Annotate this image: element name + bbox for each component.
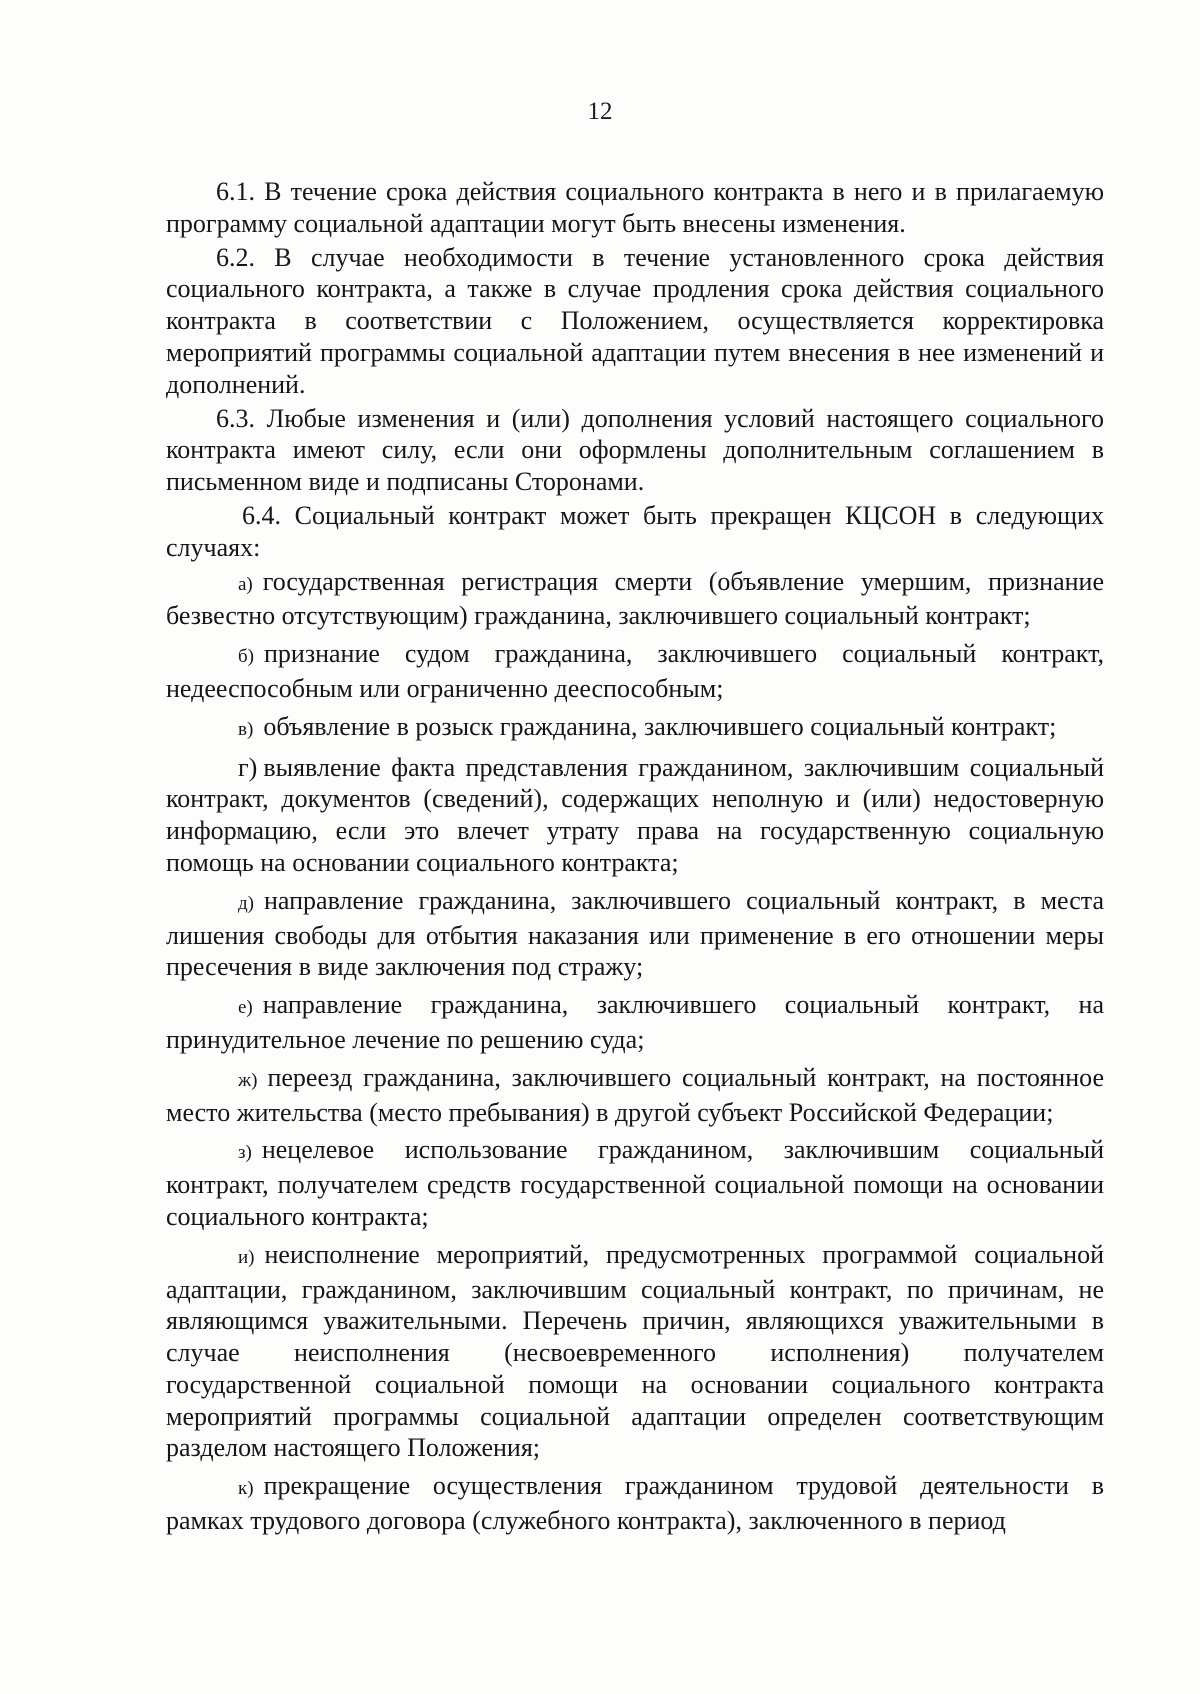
list-item-text: выявление факта представления гражданином, заключившим социальный контракт, документов (сведений), содержащих неполную и (или) недостоверную информацию, если это влечет утрату права на государственную социальную помощь на основании социального контракта; bbox=[166, 752, 1104, 877]
paragraph-6-3: 6.3. Любые изменения и (или) дополнения условий настоящего социального контракта имеют силу, если они оформлены дополнительным соглашением в письменном виде и подписаны Сторонами. bbox=[166, 403, 1104, 497]
list-item-k bbox=[166, 1470, 1104, 1537]
paragraph-6-1: 6.1. В течение срока действия социального контракта в него и в прилагаемую программу социальной адаптации могут быть внесены изменения. bbox=[166, 177, 1104, 238]
list-item-letter: д) bbox=[238, 892, 254, 914]
list-item-letter: ж) bbox=[238, 1069, 258, 1091]
list-item-text: направление гражданина, заключившего социальный контракт, на принудительное лечение по решению суда; bbox=[166, 990, 1104, 1054]
list-item-a bbox=[166, 566, 1104, 633]
list-item-letter: к) bbox=[238, 1478, 254, 1500]
page-number: 12 bbox=[587, 98, 613, 125]
list-item-zh bbox=[166, 1062, 1104, 1129]
list-item-v bbox=[166, 711, 1104, 746]
list-item-b bbox=[166, 638, 1104, 705]
list-item-letter: з) bbox=[238, 1142, 252, 1164]
paragraph-6-2: 6.2. В случае необходимости в течение установленного срока действия социального контракта, а также в случае продления срока действия социального контракта в соответствии с Положением, осуществляется корректировка мероприятий программы социальной адаптации путем внесения в нее изменений и дополнений. bbox=[166, 242, 1104, 399]
list-item-text: направление гражданина, заключившего социальный контракт, в места лишения свободы для отбытия наказания или применение в его отношении меры пресечения в виде заключения под стражу; bbox=[166, 885, 1104, 982]
list-item-letter: е) bbox=[238, 997, 253, 1019]
paragraph-6-4: 6.4. Социальный контракт может быть прекращен КЦСОН в следующих случаях: bbox=[166, 500, 1104, 562]
list-item-letter: б) bbox=[238, 646, 254, 668]
list-item-text: прекращение осуществления гражданином трудовой деятельности в рамках трудового договора (служебного контракта), заключенного в период bbox=[166, 1471, 1104, 1536]
list-item-letter: в) bbox=[238, 718, 254, 740]
list-item-g bbox=[166, 752, 1104, 879]
list-item-text: нецелевое использование гражданином, заключившим социальный контракт, получателем средств государственной социальной помощи на основании социального контракта; bbox=[166, 1135, 1104, 1231]
list-item-text: объявление в розыск гражданина, заключившего социальный контракт; bbox=[263, 711, 1057, 741]
list-item-i bbox=[166, 1239, 1104, 1465]
list-item-text: государственная регистрация смерти (объявление умершим, признание безвестно отсутствующим) гражданина, заключившего социальный контракт; bbox=[166, 566, 1104, 631]
list-item-letter: и) bbox=[238, 1246, 255, 1268]
list-item-d bbox=[166, 885, 1104, 983]
list-item-e bbox=[166, 989, 1104, 1056]
list-item-letter: а) bbox=[238, 573, 253, 595]
list-item-text: переезд гражданина, заключившего социальный контракт, на постоянное место жительства (место пребывания) в другой субъект Российской Федерации; bbox=[166, 1062, 1104, 1127]
list-item-letter: г) bbox=[238, 752, 258, 782]
list-item-text: неисполнение мероприятий, предусмотренных программой социальной адаптации, гражданином, заключившим социальный контракт, по причинам, не являющимся уважительными. Перечень причин, являющихся уважительными в случае неисполнения (несвоевременного исполнения) получателем государственной социальной помощи на основании социального контракта мероприятий программы социальной адаптации определен соответствующим разделом настоящего Положения; bbox=[166, 1239, 1104, 1463]
document-body bbox=[166, 176, 1104, 1543]
list-item-text: признание судом гражданина, заключившего социальный контракт, недееспособным или ограниченно дееспособным; bbox=[166, 639, 1104, 703]
list-item-z bbox=[166, 1134, 1104, 1232]
